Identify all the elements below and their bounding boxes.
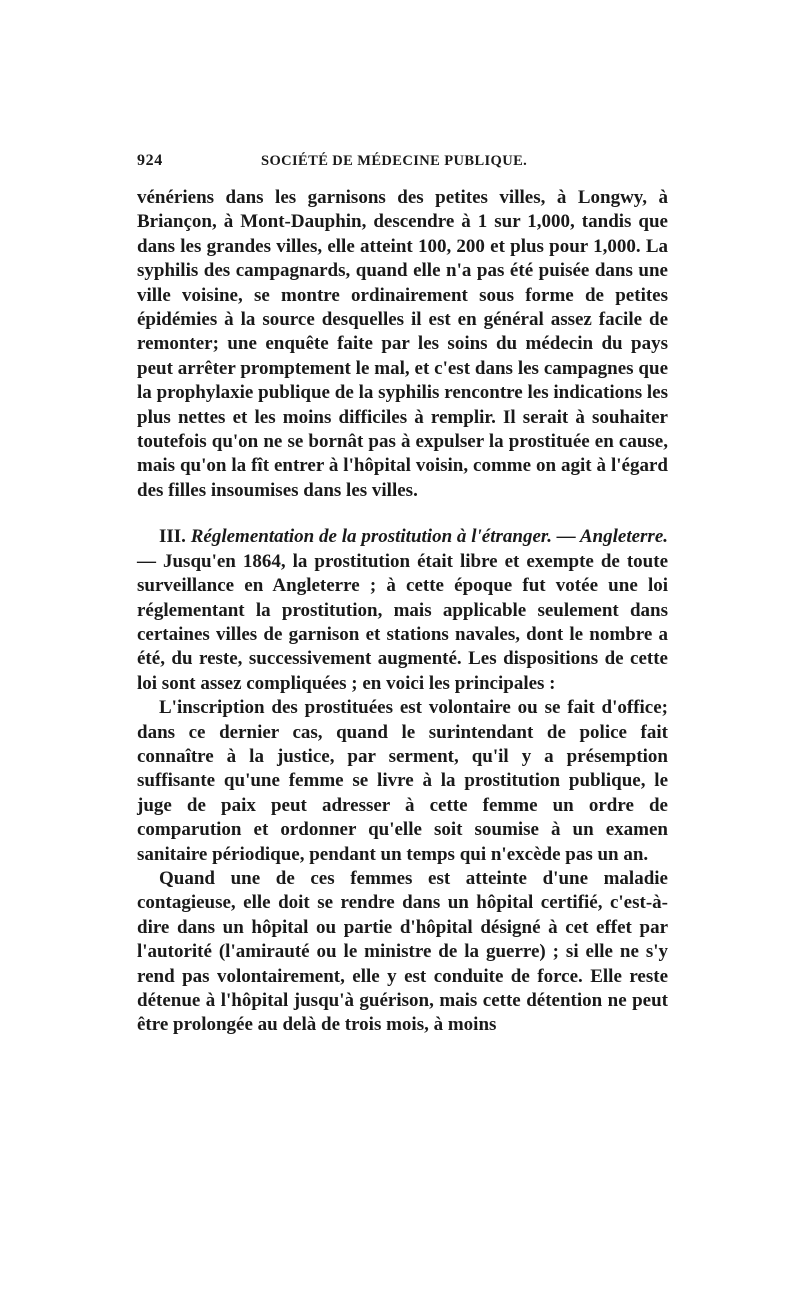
paragraph-section-iii [137,525,668,696]
section-body: — Jusqu'en 1864, la prostitution était libre et exempte de toute surveillance en Angleterre ; à cette époque fut votée une loi réglementant la prostitution, mais applicable seulement dans certaines villes de garnison et stations navales, dont le nombre a été, du reste, successivement augmenté. Les dispositions de cette loi sont assez compliquées ; en voici les principales : [137,550,668,694]
paragraph-inscription: L'inscription des prostituées est volontaire ou se fait d'office; dans ce dernier cas, quand le surintendant de police fait connaître à la justice, par serment, qu'il y a présemption suffisante qu'une femme se livre à la prostitution publique, le juge de paix peut adresser à cette femme un ordre de comparution et ordonner qu'elle soit soumise à un examen sanitaire périodique, pendant un temps qui n'excède pas un an. [137,697,668,865]
section-number: III. [159,526,186,548]
running-header [137,150,668,186]
book-page [137,150,668,1038]
paragraph-hopital: Quand une de ces femmes est atteinte d'une maladie contagieuse, elle doit se rendre dans un hôpital certifié, c'est-à-dire dans un hôpital ou partie d'hôpital désigné à cet effet par l'autorité (l'amirauté ou le ministre de la guerre) ; si elle ne s'y rend pas volontairement, elle y est conduite de force. Elle reste détenue à l'hôpital jusqu'à guérison, mais cette détention ne peut être prolongée au delà de trois mois, à moins [137,867,668,1036]
running-title: SOCIÉTÉ DE MÉDECINE PUBLIQUE. [261,153,528,169]
paragraph-syphilis-campagnes: vénériens dans les garnisons des petites villes, à Longwy, à Briançon, à Mont-Dauphin, descendre à 1 sur 1,000, tandis que dans les grandes villes, elle atteint 100, 200 et plus pour 1,000. La syphilis des campagnards, quand elle n'a pas été puisée dans une ville voisine, se montre ordinairement sous forme de petites épidémies à la source desquelles il est en général assez facile de remonter; une enquête faite par les soins du médecin du pays peut arrêter promptement le mal, et c'est dans les campagnes que la prophylaxie publique de la syphilis rencontre les indications les plus nettes et les moins difficiles à remplir. Il serait à souhaiter toutefois qu'on ne se bornât pas à expulser la prostituée en cause, mais qu'on la fît entrer à l'hôpital voisin, comme on agit à l'égard des filles insoumises dans les villes. [137,187,668,501]
page-number: 924 [137,152,163,169]
section-title: Réglementation de la prostitution à l'étranger. — Angleterre. [190,526,669,548]
